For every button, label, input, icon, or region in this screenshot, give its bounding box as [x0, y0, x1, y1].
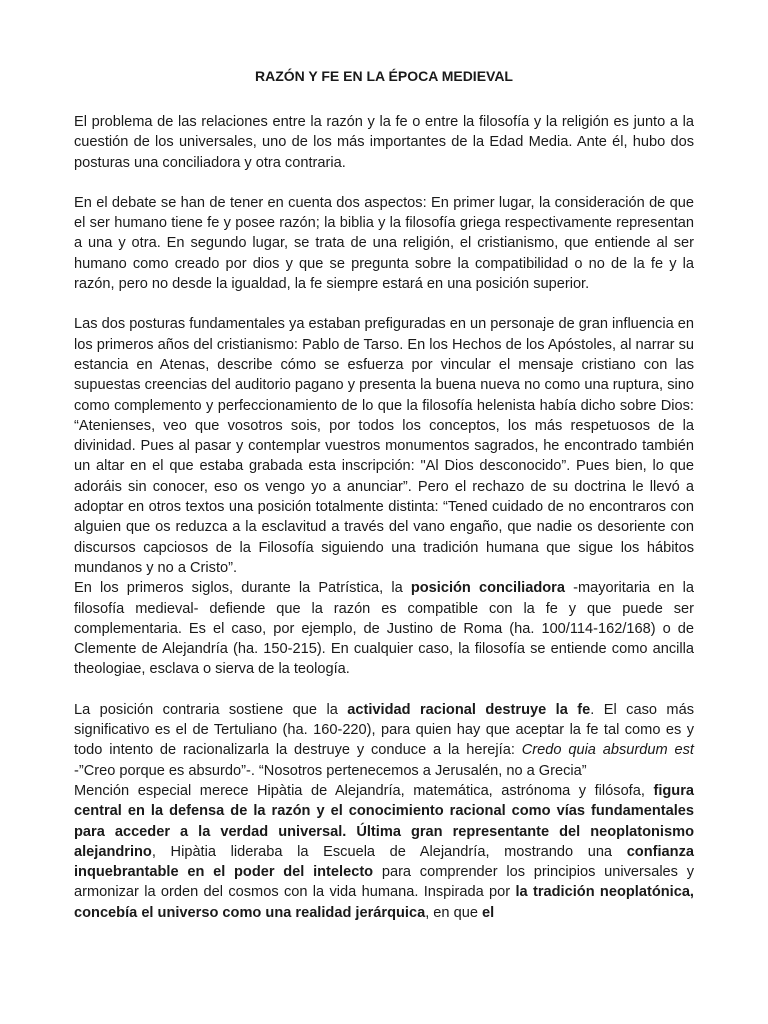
bold-text: el [482, 904, 495, 921]
text-run: Mención especial merece Hipàtia de Alejandría, matemática, astrónoma y filósofa, [74, 782, 654, 799]
paragraph-conciliadora [74, 578, 694, 679]
paragraph-intro: El problema de las relaciones entre la razón y la fe o entre la filosofía y la religión es junto a la cuestión de los universales, uno de los más importantes de la Edad Media. Ante él, hubo dos posturas una conciliadora y otra contraria. [74, 114, 694, 171]
italic-text: Credo quia absurdum est [521, 742, 694, 759]
text-run: para comprender los principios universales y armonizar la orden del cosmos con la vida humana. Inspirada por [74, 864, 694, 901]
bold-text: la tradición neoplatónica, concebía el universo como una realidad jerárquica [74, 884, 694, 921]
text-run: La posición contraria sostiene que la [74, 701, 348, 718]
text-run: , en que [425, 904, 482, 921]
bold-text: posición conciliadora [410, 580, 565, 597]
paragraph-hipatia [74, 781, 694, 923]
text-run: . El caso más significativo es el de Tertuliano (ha. 160-220), para quien hay que aceptar la fe tal como es y todo intento de racionalizarla la destruye y conduce a la herejía: [74, 701, 694, 759]
bold-text: actividad racional destruye la fe [347, 701, 591, 718]
paragraph-pablo-de-tarso: Las dos posturas fundamentales ya estaban prefiguradas en un personaje de gran influencia en los primeros años del cristianismo: Pablo de Tarso. En los Hechos de los Apóstoles, al narrar su estancia en Atenas, describe cómo se esfuerza por vincular el mensaje cristiano con las supuestas creencias del auditorio pagano y presenta la buena nueva no como una ruptura, sino como complemento y perfeccionamiento de lo que la filosofía helenista había dicho sobre Dios: “Atenienses, veo que vosotros sois, por todos los conceptos, los más respetuosos de la divinidad. Pues al pasar y contemplar vuestros monumentos sagrados, he encontrado también un altar en el que estaba grabada esta inscripción: "Al Dios desconocido”. Pues bien, lo que adoráis sin conocer, eso os vengo yo a anunciar”. Pero el rechazo de su doctrina le llevó a adoptar en otros textos una posición totalmente distinta: “Tened cuidado de no encontraros con alguien que os reduzca a la esclavitud a través del vano engaño, que nadie os desoriente con discursos capciosos de la Filosofía siguiendo una tradición humana que sigue los hábitos mundanos y no a Cristo”. [74, 316, 694, 576]
text-run: En los primeros siglos, durante la Patrística, la [74, 580, 411, 597]
text-run: -”Creo porque es absurdo”-. “Nosotros pertenecemos a Jerusalén, no a Grecia” [74, 762, 587, 779]
document-title: RAZÓN Y FE EN LA ÉPOCA MEDIEVAL [255, 68, 513, 84]
bold-text: figura central en la defensa de la razón y el conocimiento racional como vías fundamentales para acceder a la verdad universal. Última gran representante del neoplatonismo alejandrino [74, 782, 694, 860]
text-run: , Hipàtia lideraba la Escuela de Alejandría, mostrando una [151, 843, 627, 860]
paragraph-contraria [74, 700, 694, 781]
text-run: -mayoritaria en la filosofía medieval- defiende que la razón es compatible con la fe y que puede ser complementaria. Es el caso, por ejemplo, de Justino de Roma (ha. 100/114-162/168) o de Clemente de Alejandría (ha. 150-215). En cualquier caso, la filosofía se entiende como ancilla theologiae, esclava o sierva de la teología. [74, 580, 694, 678]
bold-text: confianza inquebrantable en el poder del intelecto [74, 843, 694, 881]
paragraph-aspects: En el debate se han de tener en cuenta dos aspectos: En primer lugar, la consideración de que el ser humano tiene fe y posee razón; la biblia y la filosofía griega respectivamente representan a una y otra. En segundo lugar, se trata de una religión, el cristianismo, que entiende al ser humano como creado por dios y que se pregunta sobre la compatibilidad o no de la fe y la razón, pero no desde la igualdad, la fe siempre estará en una posición superior. [74, 194, 694, 293]
